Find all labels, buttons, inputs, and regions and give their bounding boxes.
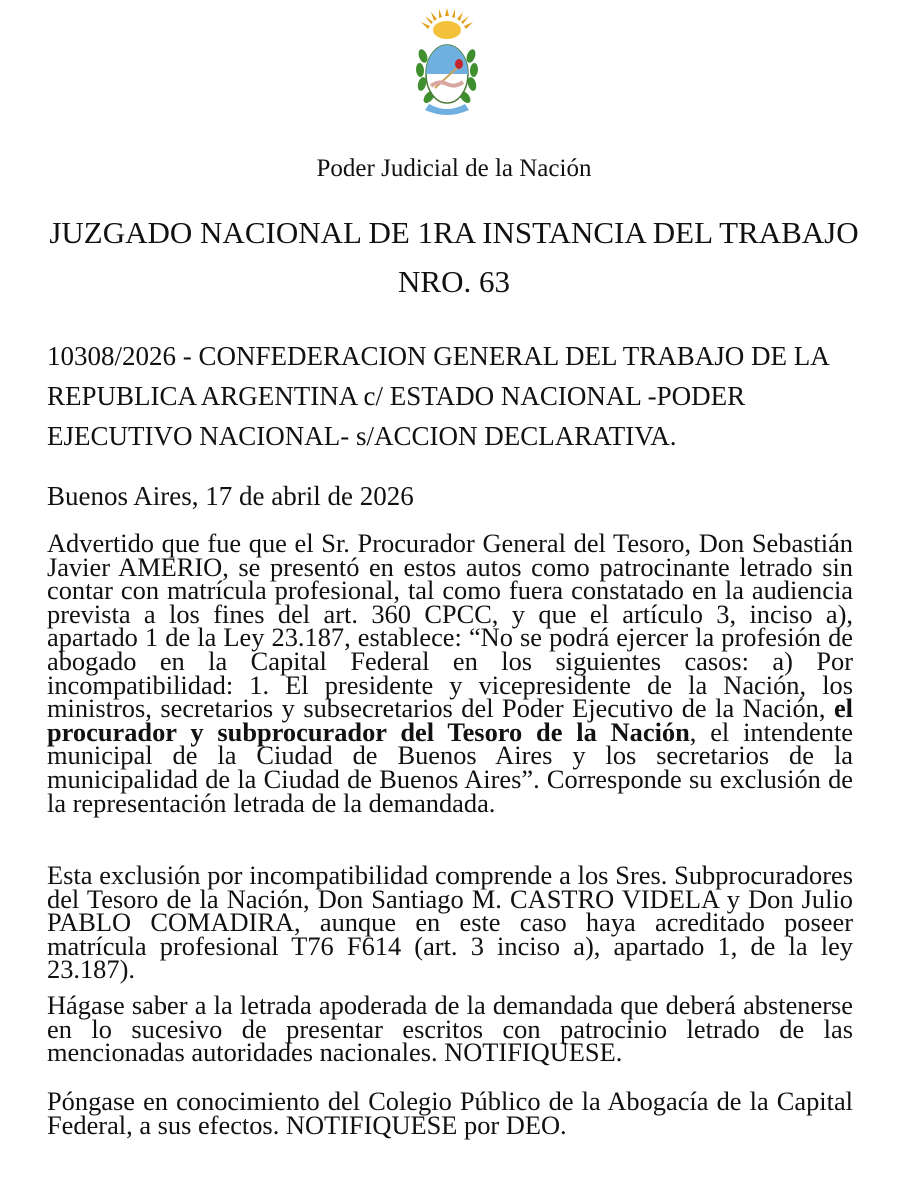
ribbon (425, 104, 469, 115)
oval-shield (426, 45, 468, 103)
case-caption: 10308/2026 - CONFEDERACION GENERAL DEL TRABAJO DE LA REPUBLICA ARGENTINA c/ ESTADO NACIONAL -PODER EJECUTIVO NACIONAL- s/ACCION DECLARATIVA. (47, 341, 829, 451)
argentine-coat-of-arms-icon (409, 6, 485, 122)
court-name: JUZGADO NACIONAL DE 1RA INSTANCIA DEL TRABAJO NRO. 63 (49, 215, 859, 299)
court-body: Poder Judicial de la Nación (316, 155, 592, 182)
date-line: Buenos Aires, 17 de abril de 2026 (47, 481, 414, 511)
bold-emphasis: el procurador y subprocurador del Tesoro de la Nación (47, 693, 853, 747)
paragraph-text: , el intendente municipal de la Ciudad de Buenos Aires y los secretarios de la municipalidad de la Ciudad de Buenos Aires”. Corresponde su exclusión de la representación letrada de la demandada. (47, 716, 853, 818)
paragraph-text: Advertido que fue que el Sr. Procurador General del Tesoro, Don Sebastián Javier AMERIO, se presentó en estos autos como patrocinante letrado sin contar con matrícula profesional, tal como fuera constatado en la audiencia prevista a los fines del art. 360 CPCC, y que el artículo 3, inciso a), apartado 1 de la Ley 23.187, establece: “No se podrá ejercer la profesión de abogado en la Capital Federal en los siguientes casos: a) Por incompatibilidad: 1. El presidente y vicepresidente de la Nación, los ministros, secretarios y subsecretarios del Poder Ejecutivo de la Nación, (47, 528, 853, 724)
sun-rays (421, 8, 473, 39)
paragraph-subprocurators: Esta exclusión por incompatibilidad comprende a los Sres. Subprocuradores del Tesoro de la Nación, Don Santiago M. CASTRO VIDELA y Don Julio PABLO COMADIRA, aunque en este caso haya acreditado poseer matrícula profesional T76 F614 (art. 3 inciso a), apartado 1, de la ley 23.187). (47, 860, 853, 985)
paragraph-exclusion-grounds (47, 528, 853, 818)
paragraph-notify-counsel: Hágase saber a la letrada apoderada de la demandada que deberá abstenerse en lo sucesivo de presentar escritos con patrocinio letrado de las mencionadas autoridades nacionales. NOTIFIQUESE. (47, 990, 853, 1068)
paragraph-notify-bar: Póngase en conocimiento del Colegio Público de la Abogacía de la Capital Federal, a sus efectos. NOTIFIQUESE por DEO. (47, 1086, 853, 1140)
